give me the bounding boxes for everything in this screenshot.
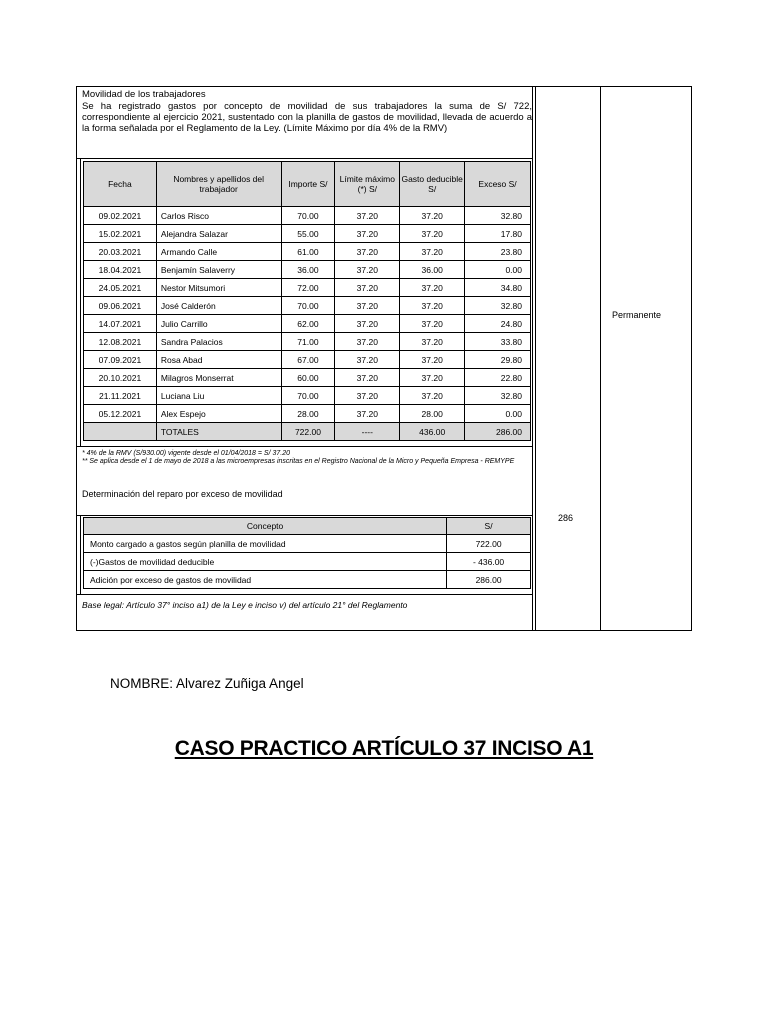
cell-gasto: 37.20 (400, 207, 465, 225)
repair-value: 722.00 (447, 535, 531, 553)
cell-fecha: 18.04.2021 (84, 261, 157, 279)
column-divider (600, 87, 601, 630)
side-amount: 286 (558, 513, 574, 523)
intro-block (82, 89, 532, 134)
cell-fecha: 07.09.2021 (84, 351, 157, 369)
table-row (84, 279, 531, 297)
header-soles: S/ (447, 518, 531, 535)
cell-exceso: 29.80 (465, 351, 531, 369)
cell-nombre: Luciana Liu (156, 387, 281, 405)
cell-nombre: Nestor Mitsumori (156, 279, 281, 297)
repair-table (83, 517, 531, 589)
cell-limite: 37.20 (335, 351, 400, 369)
cell-fecha: 05.12.2021 (84, 405, 157, 423)
cell-limite: 37.20 (335, 261, 400, 279)
cell-exceso: 32.80 (465, 297, 531, 315)
cell-gasto: 37.20 (400, 297, 465, 315)
cell-exceso: 17.80 (465, 225, 531, 243)
determination-title: Determinación del reparo por exceso de movilidad (82, 489, 283, 499)
cell-fecha: 21.11.2021 (84, 387, 157, 405)
cell-importe: 61.00 (281, 243, 335, 261)
cell-limite: 37.20 (335, 387, 400, 405)
cell-gasto: 37.20 (400, 225, 465, 243)
cell-exceso: 34.80 (465, 279, 531, 297)
cell-fecha: 14.07.2021 (84, 315, 157, 333)
header-exceso: Exceso S/ (465, 162, 531, 207)
table-row (84, 261, 531, 279)
footnotes (82, 450, 532, 466)
cell-limite: 37.20 (335, 207, 400, 225)
totals-exceso: 286.00 (465, 423, 531, 441)
cell-importe: 67.00 (281, 351, 335, 369)
cell-nombre: Carlos Risco (156, 207, 281, 225)
cell-gasto: 37.20 (400, 243, 465, 261)
cell-importe: 36.00 (281, 261, 335, 279)
header-importe: Importe S/ (281, 162, 335, 207)
inner-border (80, 158, 81, 446)
repair-concept: Monto cargado a gastos según planilla de movilidad (84, 535, 447, 553)
table-row (84, 351, 531, 369)
cell-exceso: 0.00 (465, 405, 531, 423)
separator (76, 158, 532, 159)
cell-limite: 37.20 (335, 243, 400, 261)
cell-limite: 37.20 (335, 297, 400, 315)
table-row (84, 535, 531, 553)
table-row (84, 405, 531, 423)
cell-fecha: 20.10.2021 (84, 369, 157, 387)
cell-exceso: 0.00 (465, 261, 531, 279)
cell-nombre: José Calderón (156, 297, 281, 315)
cell-exceso: 33.80 (465, 333, 531, 351)
inner-border (80, 515, 81, 594)
cell-nombre: Sandra Palacios (156, 333, 281, 351)
page-title: CASO PRACTICO ARTÍCULO 37 INCISO A1 (174, 737, 594, 760)
cell-fecha: 09.06.2021 (84, 297, 157, 315)
cell-nombre: Alejandra Salazar (156, 225, 281, 243)
table-header-row (84, 162, 531, 207)
cell-nombre: Rosa Abad (156, 351, 281, 369)
cell-gasto: 37.20 (400, 315, 465, 333)
cell-exceso: 32.80 (465, 207, 531, 225)
cell-importe: 28.00 (281, 405, 335, 423)
cell-exceso: 24.80 (465, 315, 531, 333)
side-type: Permanente (612, 310, 662, 320)
cell-limite: 37.20 (335, 369, 400, 387)
cell-exceso: 32.80 (465, 387, 531, 405)
mobility-table (83, 161, 531, 441)
cell-importe: 62.00 (281, 315, 335, 333)
column-divider (532, 87, 533, 630)
table-row (84, 297, 531, 315)
header-limite: Límite máximo (*) S/ (335, 162, 400, 207)
separator (76, 446, 532, 447)
header-concepto: Concepto (84, 518, 447, 535)
table-row (84, 553, 531, 571)
totals-importe: 722.00 (281, 423, 335, 441)
separator (76, 515, 532, 516)
student-name: NOMBRE: Alvarez Zuñiga Angel (110, 676, 304, 691)
header-gasto: Gasto deducible S/ (400, 162, 465, 207)
cell-importe: 60.00 (281, 369, 335, 387)
table-row (84, 387, 531, 405)
cell-gasto: 28.00 (400, 405, 465, 423)
cell-importe: 70.00 (281, 387, 335, 405)
repair-value: - 436.00 (447, 553, 531, 571)
cell-importe: 70.00 (281, 207, 335, 225)
column-divider (535, 87, 536, 630)
cell-fecha: 12.08.2021 (84, 333, 157, 351)
totals-gasto: 436.00 (400, 423, 465, 441)
table-row (84, 571, 531, 589)
cell-fecha: 24.05.2021 (84, 279, 157, 297)
table-row (84, 315, 531, 333)
cell-importe: 72.00 (281, 279, 335, 297)
cell-importe: 70.00 (281, 297, 335, 315)
repair-value: 286.00 (447, 571, 531, 589)
cell-gasto: 37.20 (400, 369, 465, 387)
totals-row (84, 423, 531, 441)
cell-limite: 37.20 (335, 225, 400, 243)
cell-limite: 37.20 (335, 279, 400, 297)
separator (76, 594, 532, 595)
header-nombres: Nombres y apellidos del trabajador (156, 162, 281, 207)
totals-label: TOTALES (156, 423, 281, 441)
table-row (84, 207, 531, 225)
cell-limite: 37.20 (335, 405, 400, 423)
intro-text: Se ha registrado gastos por concepto de movilidad de sus trabajadores la suma de S/ 722, correspondiente al ejercicio 2021, sustentado con la planilla de gastos de movilidad, llevada de acuerdo a la forma señalada por el Reglamento de la Ley. (Límite Máximo por día 4% de la RMV) (82, 101, 532, 134)
cell-limite: 37.20 (335, 333, 400, 351)
cell-nombre: Alex Espejo (156, 405, 281, 423)
repair-header-row (84, 518, 531, 535)
totals-limite: ---- (335, 423, 400, 441)
table-row (84, 333, 531, 351)
cell-exceso: 22.80 (465, 369, 531, 387)
repair-concept: Adición por exceso de gastos de movilidad (84, 571, 447, 589)
cell-nombre: Julio Carrillo (156, 315, 281, 333)
cell-fecha: 15.02.2021 (84, 225, 157, 243)
table-row (84, 243, 531, 261)
footnote-1: * 4% de la RMV (S/930.00) vigente desde el 01/04/2018 = S/ 37.20 (82, 450, 291, 457)
footnote-2: ** Se aplica desde el 1 de mayo de 2018 a las microempresas inscritas en el Registro Nacional de la Micro y Pequeña Empresa - REMYPE (82, 458, 515, 465)
table-row (84, 369, 531, 387)
cell-gasto: 37.20 (400, 333, 465, 351)
cell-blank (84, 423, 157, 441)
cell-importe: 71.00 (281, 333, 335, 351)
cell-fecha: 20.03.2021 (84, 243, 157, 261)
intro-title: Movilidad de los trabajadores (82, 89, 206, 100)
cell-nombre: Armando Calle (156, 243, 281, 261)
cell-gasto: 37.20 (400, 279, 465, 297)
cell-exceso: 23.80 (465, 243, 531, 261)
base-legal: Base legal: Artículo 37° inciso a1) de la Ley e inciso v) del artículo 21° del Reglamento (82, 600, 408, 610)
cell-gasto: 36.00 (400, 261, 465, 279)
cell-nombre: Benjamín Salaverry (156, 261, 281, 279)
table-row (84, 225, 531, 243)
cell-gasto: 37.20 (400, 351, 465, 369)
cell-limite: 37.20 (335, 315, 400, 333)
cell-importe: 55.00 (281, 225, 335, 243)
cell-fecha: 09.02.2021 (84, 207, 157, 225)
cell-gasto: 37.20 (400, 387, 465, 405)
cell-nombre: Milagros Monserrat (156, 369, 281, 387)
header-fecha: Fecha (84, 162, 157, 207)
repair-concept: (-)Gastos de movilidad deducible (84, 553, 447, 571)
